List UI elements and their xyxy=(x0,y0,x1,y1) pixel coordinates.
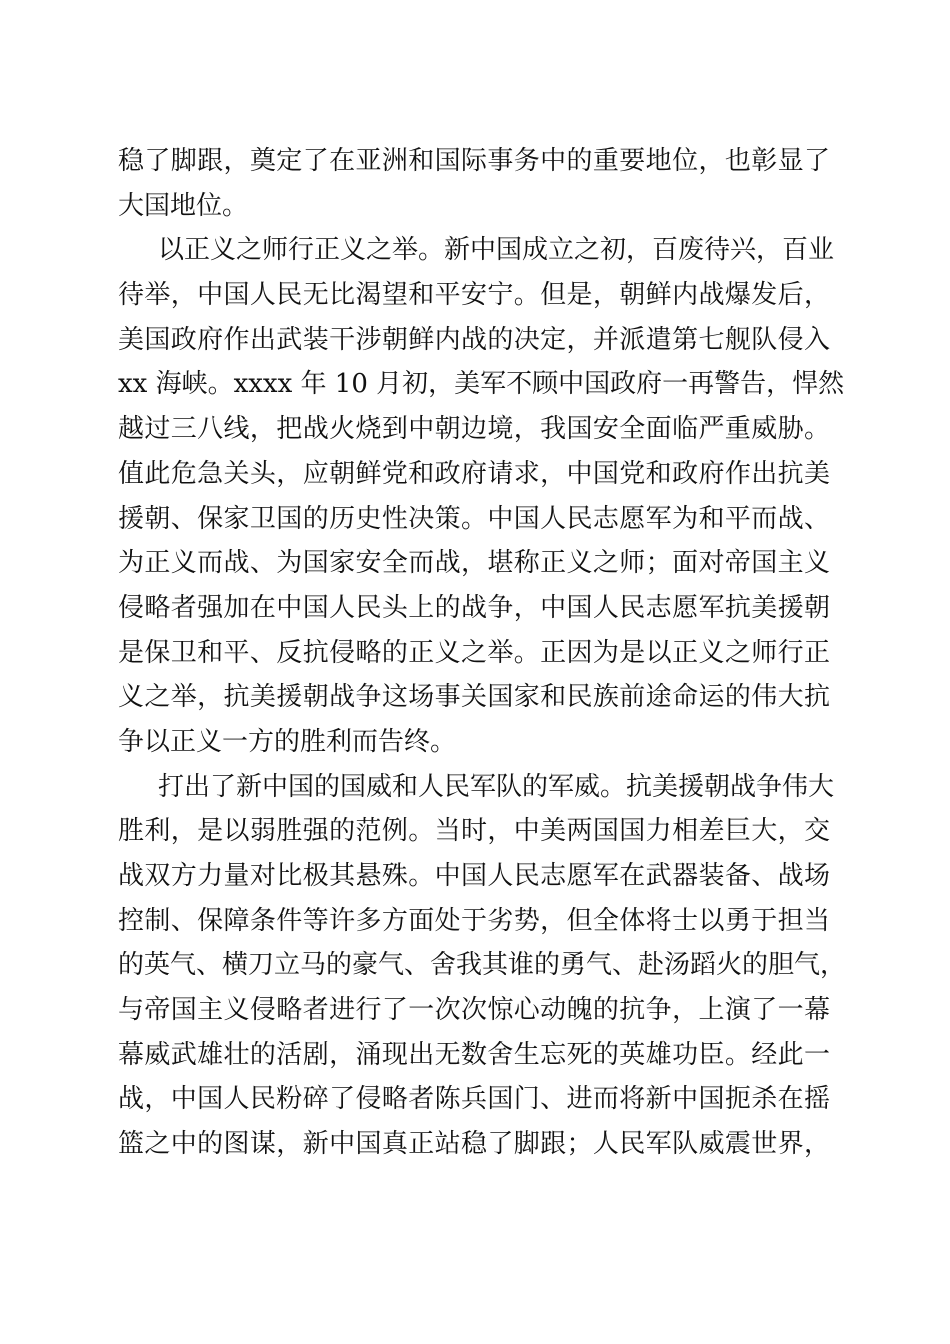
text-line: 美国政府作出武装干涉朝鲜内战的决定，并派遣第七舰队侵入 xyxy=(118,324,830,355)
text-line: 与帝国主义侵略者进行了一次次惊心动魄的抗争，上演了一幕 xyxy=(118,995,830,1026)
text-line: 是保卫和平、反抗侵略的正义之举。正因为是以正义之师行正 xyxy=(118,637,830,668)
text-line: 侵略者强加在中国人民头上的战争，中国人民志愿军抗美援朝 xyxy=(118,592,830,623)
text-line: 胜利，是以弱胜强的范例。当时，中美两国国力相差巨大，交 xyxy=(118,816,830,847)
paragraph-start-line: 以正义之师行正义之举。新中国成立之初，百废待兴，百业 xyxy=(158,235,835,266)
text-line: 义之举，抗美援朝战争这场事关国家和民族前途命运的伟大抗 xyxy=(118,682,830,713)
text-line: 争以正义一方的胜利而告终。 xyxy=(118,726,457,757)
text-line: 幕威武雄壮的活剧，涌现出无数舍生忘死的英雄功臣。经此一 xyxy=(118,1039,830,1070)
text-line: 值此危急关头，应朝鲜党和政府请求，中国党和政府作出抗美 xyxy=(118,458,830,489)
text-line: 战双方力量对比极其悬殊。中国人民志愿军在武器装备、战场 xyxy=(118,861,830,891)
text-line: 的英气、横刀立马的豪气、舍我其谁的勇气、赴汤蹈火的胆气， xyxy=(118,950,847,981)
text-line: 援朝、保家卫国的历史性决策。中国人民志愿军为和平而战、 xyxy=(118,503,830,534)
text-line: xx 海峡。xxxx 年 10 月初，美军不顾中国政府一再警告，悍然 xyxy=(118,369,845,400)
text-line: 稳了脚跟，奠定了在亚洲和国际事务中的重要地位，也彰显了 xyxy=(118,146,830,176)
text-line: 大国地位。 xyxy=(118,190,249,221)
text-line: 战，中国人民粉碎了侵略者陈兵国门、进而将新中国扼杀在摇 xyxy=(118,1084,830,1115)
text-line: 为正义而战、为国家安全而战，堪称正义之师；面对帝国主义 xyxy=(118,548,830,579)
text-line: 篮之中的图谋，新中国真正站稳了脚跟；人民军队威震世界， xyxy=(118,1129,830,1160)
text-line: 待举，中国人民无比渴望和平安宁。但是，朝鲜内战爆发后， xyxy=(118,280,830,311)
body-text xyxy=(118,139,847,1167)
text-line: 控制、保障条件等许多方面处于劣势，但全体将士以勇于担当 xyxy=(118,905,830,936)
paragraph-start-line: 打出了新中国的国威和人民军队的军威。抗美援朝战争伟大 xyxy=(158,771,835,802)
text-line: 越过三八线，把战火烧到中朝边境，我国安全面临严重威胁。 xyxy=(118,414,830,445)
